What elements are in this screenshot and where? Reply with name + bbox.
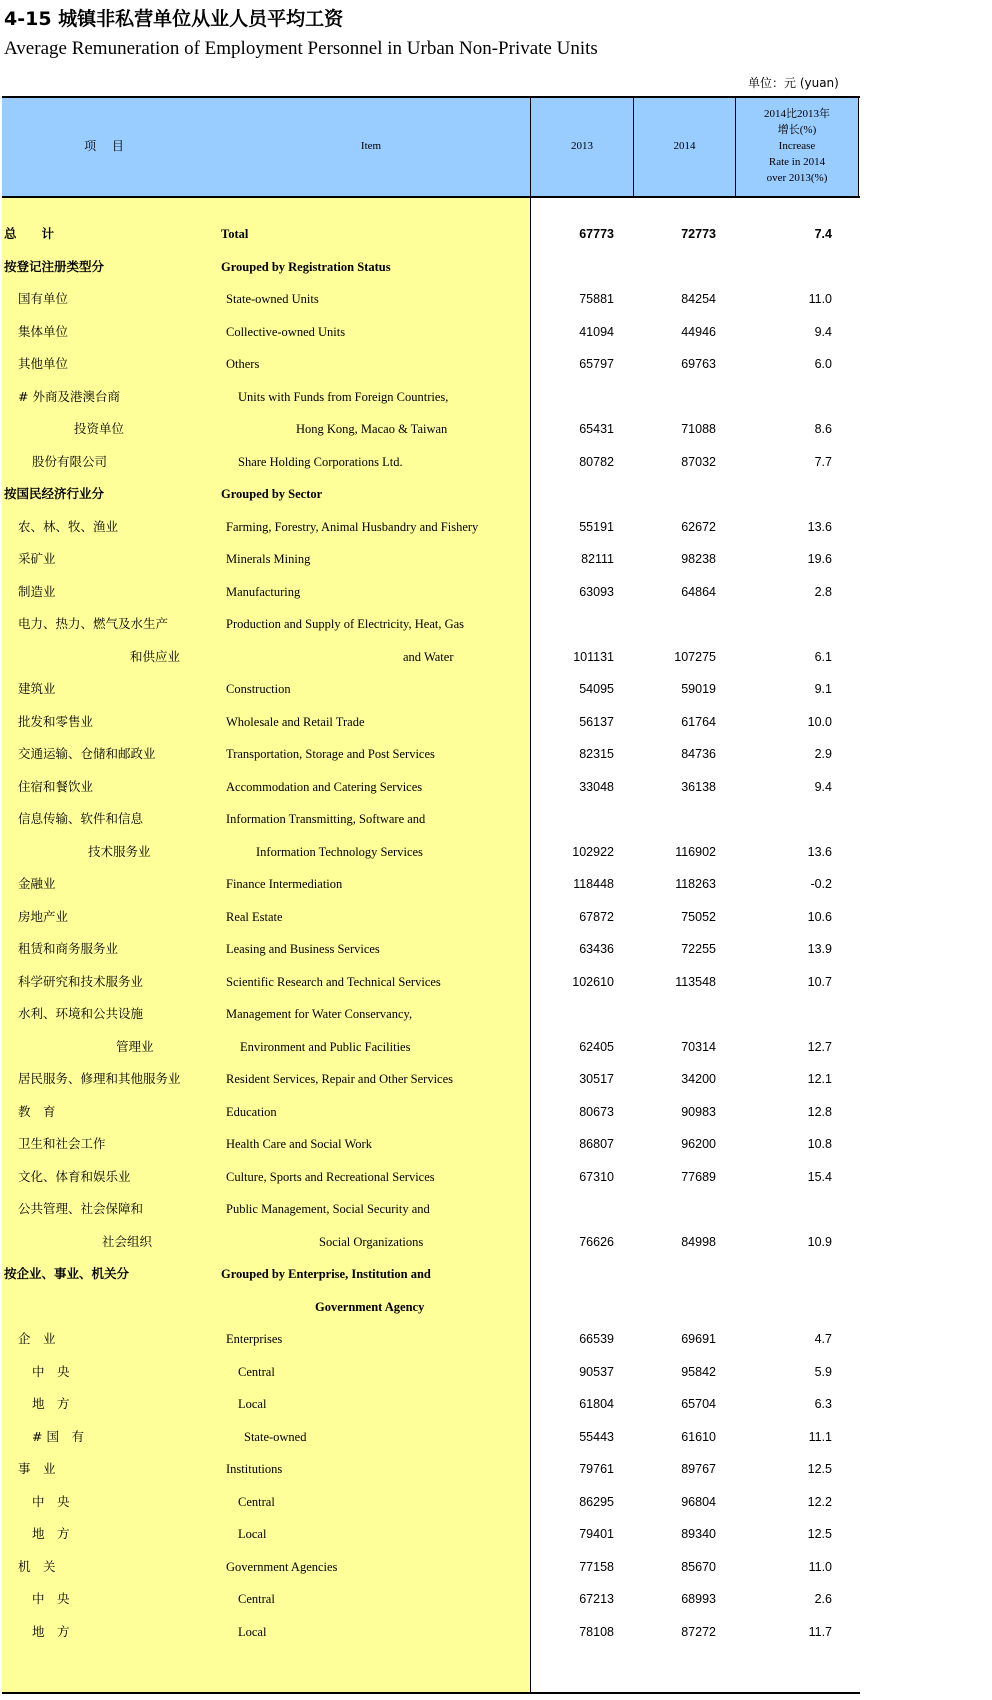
table-row: [2, 738, 860, 771]
row-label-en: Total: [221, 227, 249, 241]
row-label-cn: 房地产业: [18, 908, 69, 924]
row-label-cn: 企 业: [18, 1331, 56, 1346]
value-2013: 77158: [579, 1559, 614, 1574]
value-2014: 44946: [681, 324, 716, 339]
table-row: [2, 316, 860, 349]
value-2013: 101131: [573, 649, 614, 664]
row-label-en: Local: [238, 1624, 267, 1639]
increase-rate: 13.6: [807, 844, 832, 859]
table-row: [2, 868, 860, 901]
row-label-en: Central: [238, 1364, 275, 1379]
row-label-cn: 科学研究和技术服务业: [18, 973, 144, 989]
page-title-en: Average Remuneration of Employment Personnel in Urban Non-Private Units: [4, 38, 598, 59]
row-label-en: Finance Intermediation: [226, 877, 343, 891]
value-2013: 63093: [579, 584, 614, 599]
table-row: [2, 543, 860, 576]
increase-rate: 6.1: [814, 649, 832, 664]
row-label-cn: 住宿和餐饮业: [18, 778, 94, 794]
row-label-cn: 按企业、事业、机关分: [4, 1266, 130, 1281]
row-label-en: Share Holding Corporations Ltd.: [238, 454, 403, 469]
row-label-cn: 采矿业: [18, 551, 56, 566]
increase-rate: 15.4: [807, 1169, 832, 1184]
value-2014: 118263: [675, 877, 716, 891]
value-2013: 62405: [579, 1039, 614, 1054]
table-row: [2, 478, 860, 511]
table-row: [2, 1258, 860, 1291]
value-2013: 63436: [579, 942, 614, 956]
header-increase-rate: [736, 96, 858, 196]
value-2014: 89767: [681, 1462, 716, 1476]
row-label-en: Transportation, Storage and Post Services: [226, 747, 435, 761]
row-label-en: Farming, Forestry, Animal Husbandry and Fishery: [226, 519, 479, 534]
value-2013: 61804: [579, 1397, 614, 1411]
row-label-cn: 国有单位: [18, 291, 69, 306]
table-row: [2, 1388, 860, 1421]
header-item-cn: 项 目: [84, 139, 130, 153]
value-2013: 79761: [579, 1462, 614, 1476]
table-bottom-border: [2, 1692, 860, 1694]
row-label-cn: 社会组织: [102, 1233, 153, 1249]
table-row: [2, 1031, 860, 1064]
table-body: [2, 218, 860, 1648]
row-label-cn: 和供应业: [130, 648, 181, 664]
value-2014: 84736: [681, 747, 716, 761]
value-2014: 34200: [681, 1072, 716, 1086]
table-row: [2, 1193, 860, 1226]
increase-rate: 11.0: [808, 292, 832, 306]
row-label-cn: 地 方: [32, 1396, 70, 1411]
value-2014: 96200: [681, 1137, 716, 1151]
increase-rate: 10.7: [807, 974, 832, 989]
value-2014: 59019: [681, 682, 716, 696]
increase-rate: 10.6: [807, 909, 832, 924]
row-label-en: Resident Services, Repair and Other Services: [226, 1072, 454, 1086]
table-row: [2, 901, 860, 934]
header-item-en: Item: [360, 140, 382, 152]
value-2013: 41094: [579, 324, 614, 339]
row-label-en: Local: [238, 1397, 267, 1411]
value-2014: 107275: [674, 649, 716, 664]
value-2013: 33048: [579, 779, 614, 794]
table-row: [2, 641, 860, 674]
row-label-cn: 地 方: [32, 1623, 70, 1639]
row-label-en: Central: [238, 1592, 275, 1606]
row-label-cn: 中 央: [32, 1493, 70, 1509]
increase-rate: 2.8: [814, 584, 832, 599]
value-2014: 61764: [681, 714, 716, 729]
unit-label: 单位：元 (yuan): [748, 76, 839, 90]
header-2014: 2014: [673, 140, 696, 152]
row-label-en: Grouped by Sector: [221, 487, 323, 501]
table-row: [2, 673, 860, 706]
row-label-en: Grouped by Registration Status: [221, 259, 391, 274]
row-label-cn: 批发和零售业: [18, 713, 94, 729]
page-title-cn: 4-15 城镇非私营单位从业人员平均工资: [4, 8, 344, 30]
table-row: [2, 283, 860, 316]
row-label-cn: 其他单位: [18, 356, 69, 371]
increase-rate: 7.7: [814, 454, 832, 469]
header-2013: 2013: [571, 140, 593, 152]
value-2014: 98238: [681, 552, 716, 566]
value-2013: 54095: [579, 682, 614, 696]
row-label-cn: 机 关: [18, 1558, 56, 1574]
value-2014: 90983: [681, 1104, 716, 1119]
row-label-en: Leasing and Business Services: [226, 942, 380, 956]
table-row: [2, 706, 860, 739]
row-label-cn: 制造业: [18, 583, 56, 599]
increase-rate: 12.5: [807, 1527, 832, 1541]
increase-rate: 12.8: [807, 1104, 832, 1119]
increase-rate: 10.0: [807, 714, 832, 729]
header-bottom-border: [2, 196, 860, 198]
value-2013: 56137: [579, 714, 614, 729]
value-2014: 84998: [681, 1234, 716, 1249]
row-label-en: Education: [226, 1104, 277, 1119]
row-label-cn: 按登记注册类型分: [4, 258, 105, 274]
increase-rate: 2.6: [814, 1592, 832, 1606]
row-label-en: Health Care and Social Work: [226, 1137, 372, 1151]
value-2014: 61610: [681, 1429, 716, 1444]
value-2013: 90537: [579, 1364, 614, 1379]
row-label-en: Production and Supply of Electricity, Heat, Gas: [226, 617, 465, 631]
row-label-cn: 居民服务、修理和其他服务业: [18, 1071, 181, 1086]
increase-rate: 9.1: [814, 682, 832, 696]
row-label-en: State-owned Units: [226, 292, 319, 306]
value-2014: 69691: [681, 1332, 716, 1346]
row-label-cn: 事 业: [18, 1461, 56, 1476]
row-label-en: Local: [238, 1527, 267, 1541]
increase-rate: 11.0: [808, 1559, 832, 1574]
table-row: [2, 1421, 860, 1454]
value-2013: 118448: [573, 877, 614, 891]
value-2013: 102610: [572, 974, 614, 989]
table-row: [2, 1486, 860, 1519]
row-label-en: Construction: [226, 682, 291, 696]
row-label-en: Government Agency: [315, 1299, 425, 1314]
value-2014: 96804: [681, 1494, 716, 1509]
row-label-en: Social Organizations: [319, 1234, 424, 1249]
row-label-en: and Water: [403, 649, 454, 664]
increase-rate: 11.7: [808, 1624, 832, 1639]
value-2014: 69763: [681, 357, 716, 371]
increase-rate: 12.1: [807, 1072, 832, 1086]
value-2013: 65431: [579, 422, 614, 436]
table-row: [2, 966, 860, 999]
header-right-border: [858, 96, 859, 196]
header-rate-line: over 2013(%): [766, 172, 828, 184]
row-label-cn: 集体单位: [18, 323, 69, 339]
value-2014: 70314: [681, 1039, 716, 1054]
header-rate-line: Increase: [778, 140, 816, 152]
row-label-cn: 租赁和商务服务业: [18, 941, 119, 956]
table-row: [2, 446, 860, 479]
value-2014: 72255: [681, 942, 716, 956]
header-rate-line: 2014比2013年: [764, 108, 830, 120]
row-label-en: Central: [238, 1494, 275, 1509]
table-row: [2, 1453, 860, 1486]
row-label-cn: 按国民经济行业分: [4, 486, 105, 501]
table-row: [2, 771, 860, 804]
row-label-en: Collective-owned Units: [226, 324, 346, 339]
table-row: [2, 998, 860, 1031]
row-label-en: State-owned: [244, 1429, 307, 1444]
value-2013: 67773: [579, 227, 614, 241]
row-label-cn: 管理业: [116, 1038, 154, 1054]
row-label-cn: 教 育: [18, 1103, 56, 1119]
increase-rate: 9.4: [814, 324, 832, 339]
row-label-en: Wholesale and Retail Trade: [226, 714, 365, 729]
increase-rate: 12.5: [807, 1462, 832, 1476]
value-2013: 66539: [579, 1332, 614, 1346]
row-label-cn: # 外商及港澳台商: [18, 388, 120, 404]
table-row: [2, 1161, 860, 1194]
value-2014: 85670: [681, 1559, 716, 1574]
value-2013: 82111: [581, 552, 614, 566]
row-label-en: Enterprises: [226, 1332, 283, 1346]
table-row: [2, 576, 860, 609]
table-row: [2, 1063, 860, 1096]
row-label-en: Government Agencies: [226, 1559, 338, 1574]
row-label-cn: 农、林、牧、渔业: [18, 518, 119, 534]
value-2013: 80673: [579, 1104, 614, 1119]
value-2013: 30517: [579, 1072, 614, 1086]
value-2013: 86807: [579, 1137, 614, 1151]
value-2013: 55443: [579, 1429, 614, 1444]
row-label-cn: 投资单位: [74, 421, 125, 436]
value-2014: 84254: [681, 292, 716, 306]
table-row: [2, 381, 860, 414]
increase-rate: 9.4: [814, 779, 832, 794]
row-label-en: Grouped by Enterprise, Institution and: [221, 1267, 431, 1281]
value-2014: 77689: [681, 1169, 716, 1184]
increase-rate: 19.6: [807, 552, 832, 566]
value-2013: 86295: [579, 1494, 614, 1509]
table-row: [2, 1226, 860, 1259]
value-2014: 113548: [675, 974, 716, 989]
table-row: [2, 413, 860, 446]
row-label-cn: 中 央: [32, 1591, 70, 1606]
table-row: [2, 348, 860, 381]
value-2013: 76626: [579, 1234, 614, 1249]
row-label-cn: 建筑业: [18, 681, 56, 696]
increase-rate: 5.9: [814, 1364, 832, 1379]
increase-rate: 6.3: [814, 1397, 832, 1411]
row-label-en: Real Estate: [226, 909, 283, 924]
table-row: [2, 1323, 860, 1356]
row-label-cn: 总 计: [4, 226, 55, 241]
row-label-cn: 股份有限公司: [32, 453, 108, 469]
table-row: [2, 1096, 860, 1129]
value-2014: 72773: [681, 227, 716, 241]
table-row: [2, 608, 860, 641]
value-2014: 89340: [681, 1527, 716, 1541]
row-label-cn: 地 方: [32, 1526, 70, 1541]
table-row: [2, 1128, 860, 1161]
increase-rate: 10.9: [807, 1234, 832, 1249]
value-2014: 65704: [681, 1397, 716, 1411]
increase-rate: 6.0: [814, 357, 832, 371]
row-label-cn: 卫生和社会工作: [18, 1136, 106, 1151]
table-row: [2, 836, 860, 869]
row-label-cn: 信息传输、软件和信息: [18, 811, 144, 826]
increase-rate: 7.4: [814, 227, 832, 241]
table-row: [2, 933, 860, 966]
increase-rate: -0.2: [810, 877, 832, 891]
row-label-cn: 技术服务业: [88, 843, 151, 859]
row-label-en: Culture, Sports and Recreational Services: [226, 1169, 435, 1184]
table-row: [2, 1583, 860, 1616]
value-2014: 116902: [675, 844, 716, 859]
value-2014: 87032: [681, 454, 716, 469]
table-row: [2, 803, 860, 836]
row-label-en: Units with Funds from Foreign Countries,: [238, 389, 449, 404]
header-rate-line: 增长(%): [777, 124, 817, 136]
table-row: [2, 1616, 860, 1649]
value-2014: 75052: [681, 909, 716, 924]
row-label-en: Public Management, Social Security and: [226, 1202, 430, 1216]
row-label-en: Accommodation and Catering Services: [226, 779, 423, 794]
table-row: [2, 1518, 860, 1551]
value-2013: 55191: [579, 519, 614, 534]
value-2013: 79401: [579, 1527, 614, 1541]
row-label-cn: 水利、环境和公共设施: [18, 1006, 144, 1021]
value-2013: 65797: [579, 357, 614, 371]
row-label-en: Institutions: [226, 1462, 283, 1476]
value-2013: 102922: [572, 844, 614, 859]
header-rate-line: Rate in 2014: [768, 156, 826, 168]
value-2014: 64864: [681, 584, 716, 599]
row-label-cn: 公共管理、社会保障和: [18, 1201, 144, 1216]
row-label-en: Information Transmitting, Software and: [226, 812, 426, 826]
table-row: [2, 511, 860, 544]
value-2013: 80782: [579, 454, 614, 469]
row-label-cn: 中 央: [32, 1363, 70, 1379]
increase-rate: 12.2: [807, 1494, 832, 1509]
row-label-cn: 文化、体育和娱乐业: [18, 1168, 131, 1184]
row-label-en: Management for Water Conservancy,: [226, 1007, 413, 1021]
table-row: [2, 251, 860, 284]
row-label-cn: 电力、热力、燃气及水生产: [18, 616, 169, 631]
value-2014: 95842: [681, 1364, 716, 1379]
row-label-en: Information Technology Services: [256, 844, 423, 859]
table-row: [2, 1356, 860, 1389]
value-2013: 67213: [579, 1592, 614, 1606]
row-label-cn: # 国 有: [32, 1428, 84, 1444]
value-2014: 71088: [681, 422, 716, 436]
row-label-en: Manufacturing: [226, 584, 301, 599]
increase-rate: 13.9: [807, 942, 832, 956]
value-2014: 62672: [681, 519, 716, 534]
table-row: [2, 218, 860, 251]
value-2014: 36138: [681, 779, 716, 794]
value-2014: 68993: [681, 1592, 716, 1606]
value-2013: 82315: [579, 747, 614, 761]
row-label-en: Hong Kong, Macao & Taiwan: [296, 422, 448, 436]
row-label-cn: 金融业: [18, 876, 56, 891]
row-label-en: Scientific Research and Technical Services: [226, 974, 441, 989]
table-row: [2, 1291, 860, 1324]
value-2013: 78108: [579, 1624, 614, 1639]
value-2013: 75881: [579, 292, 614, 306]
increase-rate: 2.9: [814, 747, 832, 761]
increase-rate: 4.7: [814, 1332, 832, 1346]
value-2014: 87272: [681, 1624, 716, 1639]
increase-rate: 12.7: [807, 1039, 832, 1054]
row-label-cn: 交通运输、仓储和邮政业: [18, 746, 156, 761]
increase-rate: 10.8: [807, 1137, 832, 1151]
value-2013: 67310: [579, 1169, 614, 1184]
increase-rate: 13.6: [807, 519, 832, 534]
row-label-en: Minerals Mining: [226, 552, 311, 566]
wage-table: [2, 96, 860, 1694]
increase-rate: 11.1: [808, 1429, 832, 1444]
increase-rate: 8.6: [814, 422, 832, 436]
row-label-en: Environment and Public Facilities: [240, 1039, 411, 1054]
table-row: [2, 1551, 860, 1584]
value-2013: 67872: [579, 909, 614, 924]
row-label-en: Others: [226, 357, 260, 371]
